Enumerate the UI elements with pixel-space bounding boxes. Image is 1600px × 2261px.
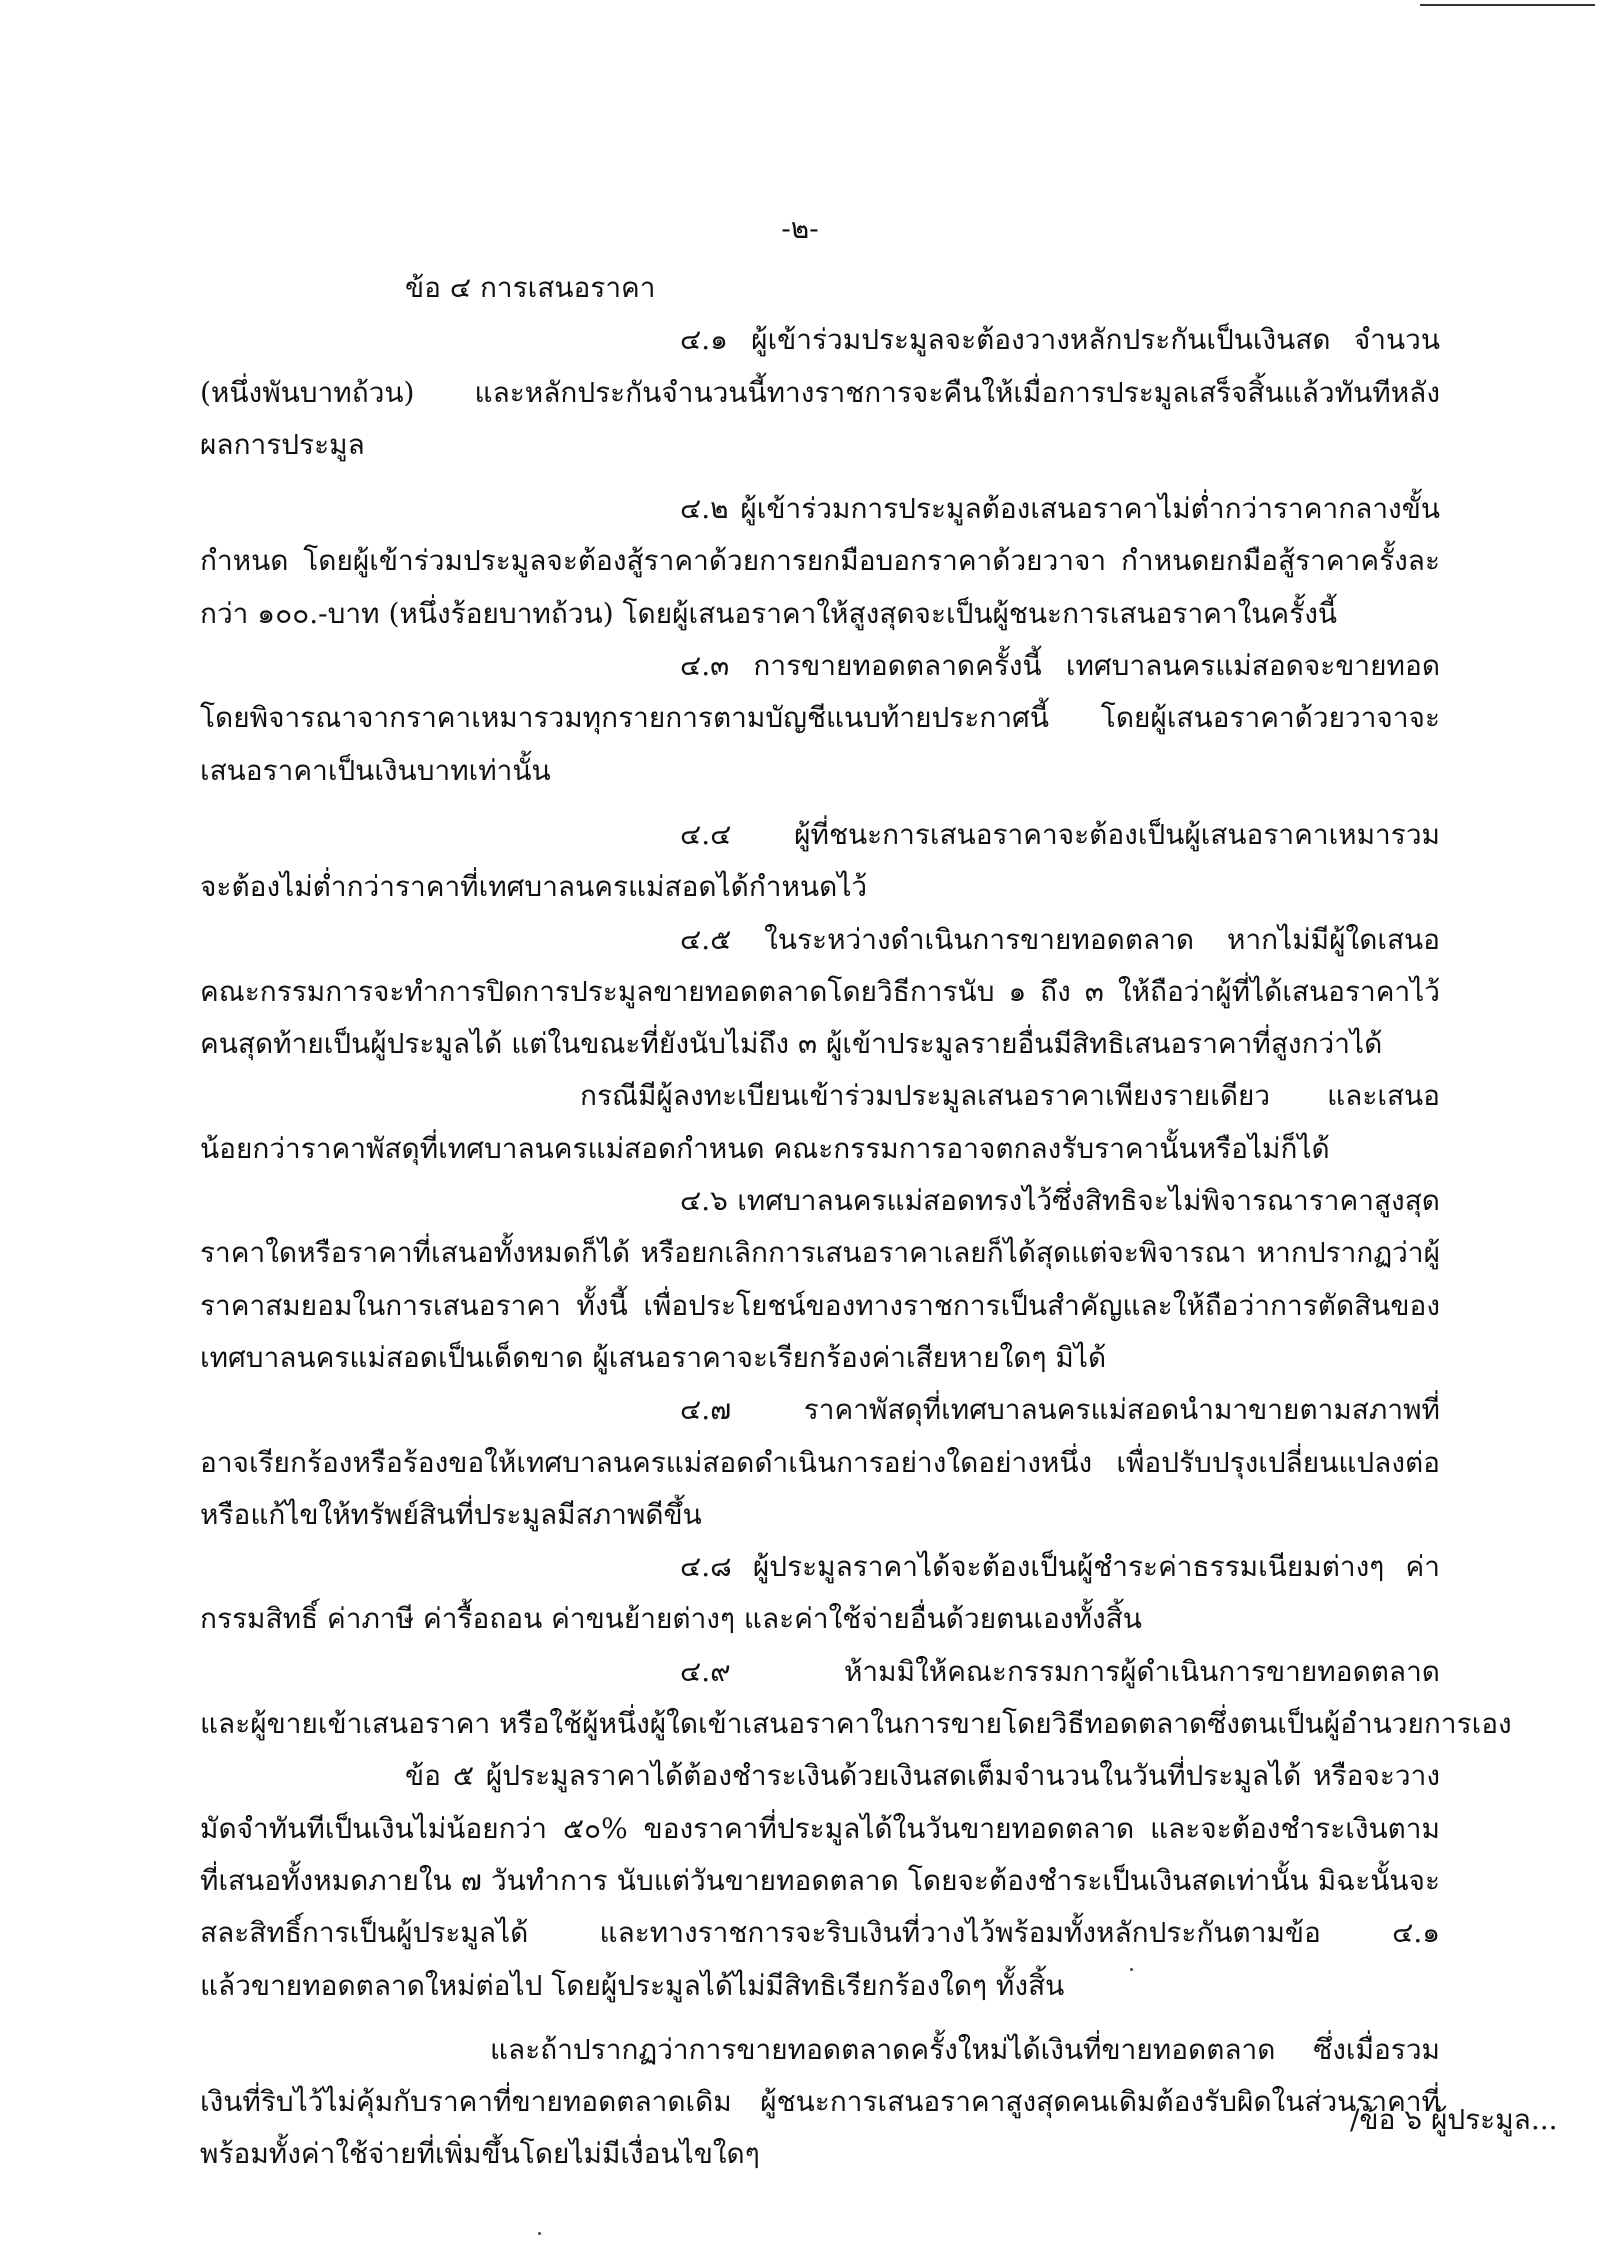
text-line: เงินที่ริบไว้ไม่คุ้มกับราคาที่ขายทอดตลาดเดิม ผู้ชนะการเสนอราคาสูงสุดคนเดิมต้องรับผิดในส่วนราคาที่ (200, 2085, 1440, 2119)
text-line: ราคาสมยอมในการเสนอราคา ทั้งนี้ เพื่อประโยชน์ของทางราชการเป็นสำคัญและให้ถือว่าการตัดสินของ (200, 1288, 1440, 1322)
scan-edge-line (1420, 4, 1595, 6)
continuation-reference: /ข้อ ๖ ผู้ประมูล... (1350, 2103, 1558, 2136)
text-line: ๔.๙ ห้ามมิให้คณะกรรมการผู้ดำเนินการขายทอดตลาด (680, 1654, 1440, 1688)
text-line: กว่า ๑๐๐.-บาท (หนึ่งร้อยบาทถ้วน) โดยผู้เสนอราคาให้สูงสุดจะเป็นผู้ชนะการเสนอราคาในครั้งนี้ (200, 596, 1338, 630)
text-line: ข้อ ๔ การเสนอราคา (405, 271, 656, 304)
text-line: ผลการประมูล (200, 427, 365, 461)
text-line: โดยพิจารณาจากราคาเหมารวมทุกรายการตามบัญชีแนบท้ายประกาศนี้ โดยผู้เสนอราคาด้วยวาจาจะ (200, 701, 1440, 735)
text-line: ที่เสนอทั้งหมดภายใน ๗ วันทำการ นับแต่วันขายทอดตลาด โดยจะต้องชำระเป็นเงินสดเท่านั้น มิฉะนั้นจะ (200, 1863, 1440, 1897)
text-line: เสนอราคาเป็นเงินบาทเท่านั้น (200, 753, 551, 787)
text-line: ราคาใดหรือราคาที่เสนอทั้งหมดก็ได้ หรือยกเลิกการเสนอราคาเลยก็ได้สุดแต่จะพิจารณา หากปรากฏว่าผู้ (200, 1236, 1440, 1270)
text-line: ๔.๓ การขายทอดตลาดครั้งนี้ เทศบาลนครแม่สอดจะขายทอด (680, 649, 1440, 683)
text-line: ๔.๔ ผู้ที่ชนะการเสนอราคาจะต้องเป็นผู้เสนอราคาเหมารวม (680, 817, 1440, 851)
text-line: พร้อมทั้งค่าใช้จ่ายที่เพิ่มขึ้นโดยไม่มีเงื่อนไขใดๆ (200, 2137, 760, 2171)
text-line: กรณีมีผู้ลงทะเบียนเข้าร่วมประมูลเสนอราคาเพียงรายเดียว และเสนอ (580, 1079, 1440, 1113)
text-line: แล้วขายทอดตลาดใหม่ต่อไป โดยผู้ประมูลได้ไม่มีสิทธิเรียกร้องใดๆ ทั้งสิ้น (200, 1968, 1065, 2002)
text-line: ๔.๗ ราคาพัสดุที่เทศบาลนครแม่สอดนำมาขายตามสภาพที่ (680, 1393, 1440, 1427)
text-line: กรรมสิทธิ์ ค่าภาษี ค่ารื้อถอน ค่าขนย้ายต่างๆ และค่าใช้จ่ายอื่นด้วยตนเองทั้งสิ้น (200, 1602, 1142, 1636)
text-line: คณะกรรมการจะทำการปิดการประมูลขายทอดตลาดโดยวิธีการนับ ๑ ถึง ๓ ให้ถือว่าผู้ที่ได้เสนอราคาไว้ (200, 974, 1440, 1008)
text-line: และผู้ขายเข้าเสนอราคา หรือใช้ผู้หนึ่งผู้ใดเข้าเสนอราคาในการขายโดยวิธีทอดตลาดซึ่งตนเป็นผู้อำนวยการเอง (200, 1707, 1512, 1741)
scan-speck (1130, 1968, 1133, 1971)
text-line: หรือแก้ไขให้ทรัพย์สินที่ประมูลมีสภาพดีขึ้น (200, 1497, 702, 1531)
text-line: กำหนด โดยผู้เข้าร่วมประมูลจะต้องสู้ราคาด้วยการยกมือบอกราคาด้วยวาจา กำหนดยกมือสู้ราคาครั้งละ (200, 544, 1440, 578)
text-line: ข้อ ๕ ผู้ประมูลราคาได้ต้องชำระเงินด้วยเงินสดเต็มจำนวนในวันที่ประมูลได้ หรือจะวาง (405, 1759, 1440, 1793)
text-line: น้อยกว่าราคาพัสดุที่เทศบาลนครแม่สอดกำหนด คณะกรรมการอาจตกลงรับราคานั้นหรือไม่ก็ได้ (200, 1131, 1330, 1165)
text-line: ๔.๑ ผู้เข้าร่วมประมูลจะต้องวางหลักประกันเป็นเงินสด จำนวน (680, 323, 1440, 357)
text-line: คนสุดท้ายเป็นผู้ประมูลได้ แต่ในขณะที่ยังนับไม่ถึง ๓ ผู้เข้าประมูลรายอื่นมีสิทธิเสนอราคาที่สูงกว่าได้ (200, 1027, 1383, 1061)
text-line: เทศบาลนครแม่สอดเป็นเด็ดขาด ผู้เสนอราคาจะเรียกร้องค่าเสียหายใดๆ มิได้ (200, 1340, 1107, 1374)
text-line: มัดจำทันทีเป็นเงินไม่น้อยกว่า ๕๐% ของราคาที่ประมูลได้ในวันขายทอดตลาด และจะต้องชำระเงินตาม (200, 1811, 1440, 1845)
text-line: (หนึ่งพันบาทถ้วน) และหลักประกันจำนวนนี้ทางราชการจะคืนให้เมื่อการประมูลเสร็จสิ้นแล้วทันทีหลัง (200, 375, 1440, 409)
text-line: ๔.๒ ผู้เข้าร่วมการประมูลต้องเสนอราคาไม่ต่ำกว่าราคากลางขั้น (680, 492, 1440, 526)
page-number: -๒- (781, 212, 819, 245)
text-line: จะต้องไม่ต่ำกว่าราคาที่เทศบาลนครแม่สอดได้กำหนดไว้ (200, 870, 868, 904)
text-line: ๔.๖ เทศบาลนครแม่สอดทรงไว้ซึ่งสิทธิจะไม่พิจารณาราคาสูงสุด (680, 1184, 1440, 1218)
text-line: อาจเรียกร้องหรือร้องขอให้เทศบาลนครแม่สอดดำเนินการอย่างใดอย่างหนึ่ง เพื่อปรับปรุงเปลี่ยนแปลงต่อ (200, 1445, 1440, 1479)
text-line: สละสิทธิ์การเป็นผู้ประมูลได้ และทางราชการจะริบเงินที่วางไว้พร้อมทั้งหลักประกันตามข้อ ๔.๑ (200, 1916, 1440, 1950)
text-line: และถ้าปรากฏว่าการขายทอดตลาดครั้งใหม่ได้เงินที่ขายทอดตลาด ซึ่งเมื่อรวม (490, 2032, 1440, 2066)
text-line: ๔.๕ ในระหว่างดำเนินการขายทอดตลาด หากไม่มีผู้ใดเสนอ (680, 922, 1440, 956)
scan-speck (538, 2232, 541, 2235)
text-line: ๔.๘ ผู้ประมูลราคาได้จะต้องเป็นผู้ชำระค่าธรรมเนียมต่างๆ ค่า (680, 1550, 1440, 1584)
